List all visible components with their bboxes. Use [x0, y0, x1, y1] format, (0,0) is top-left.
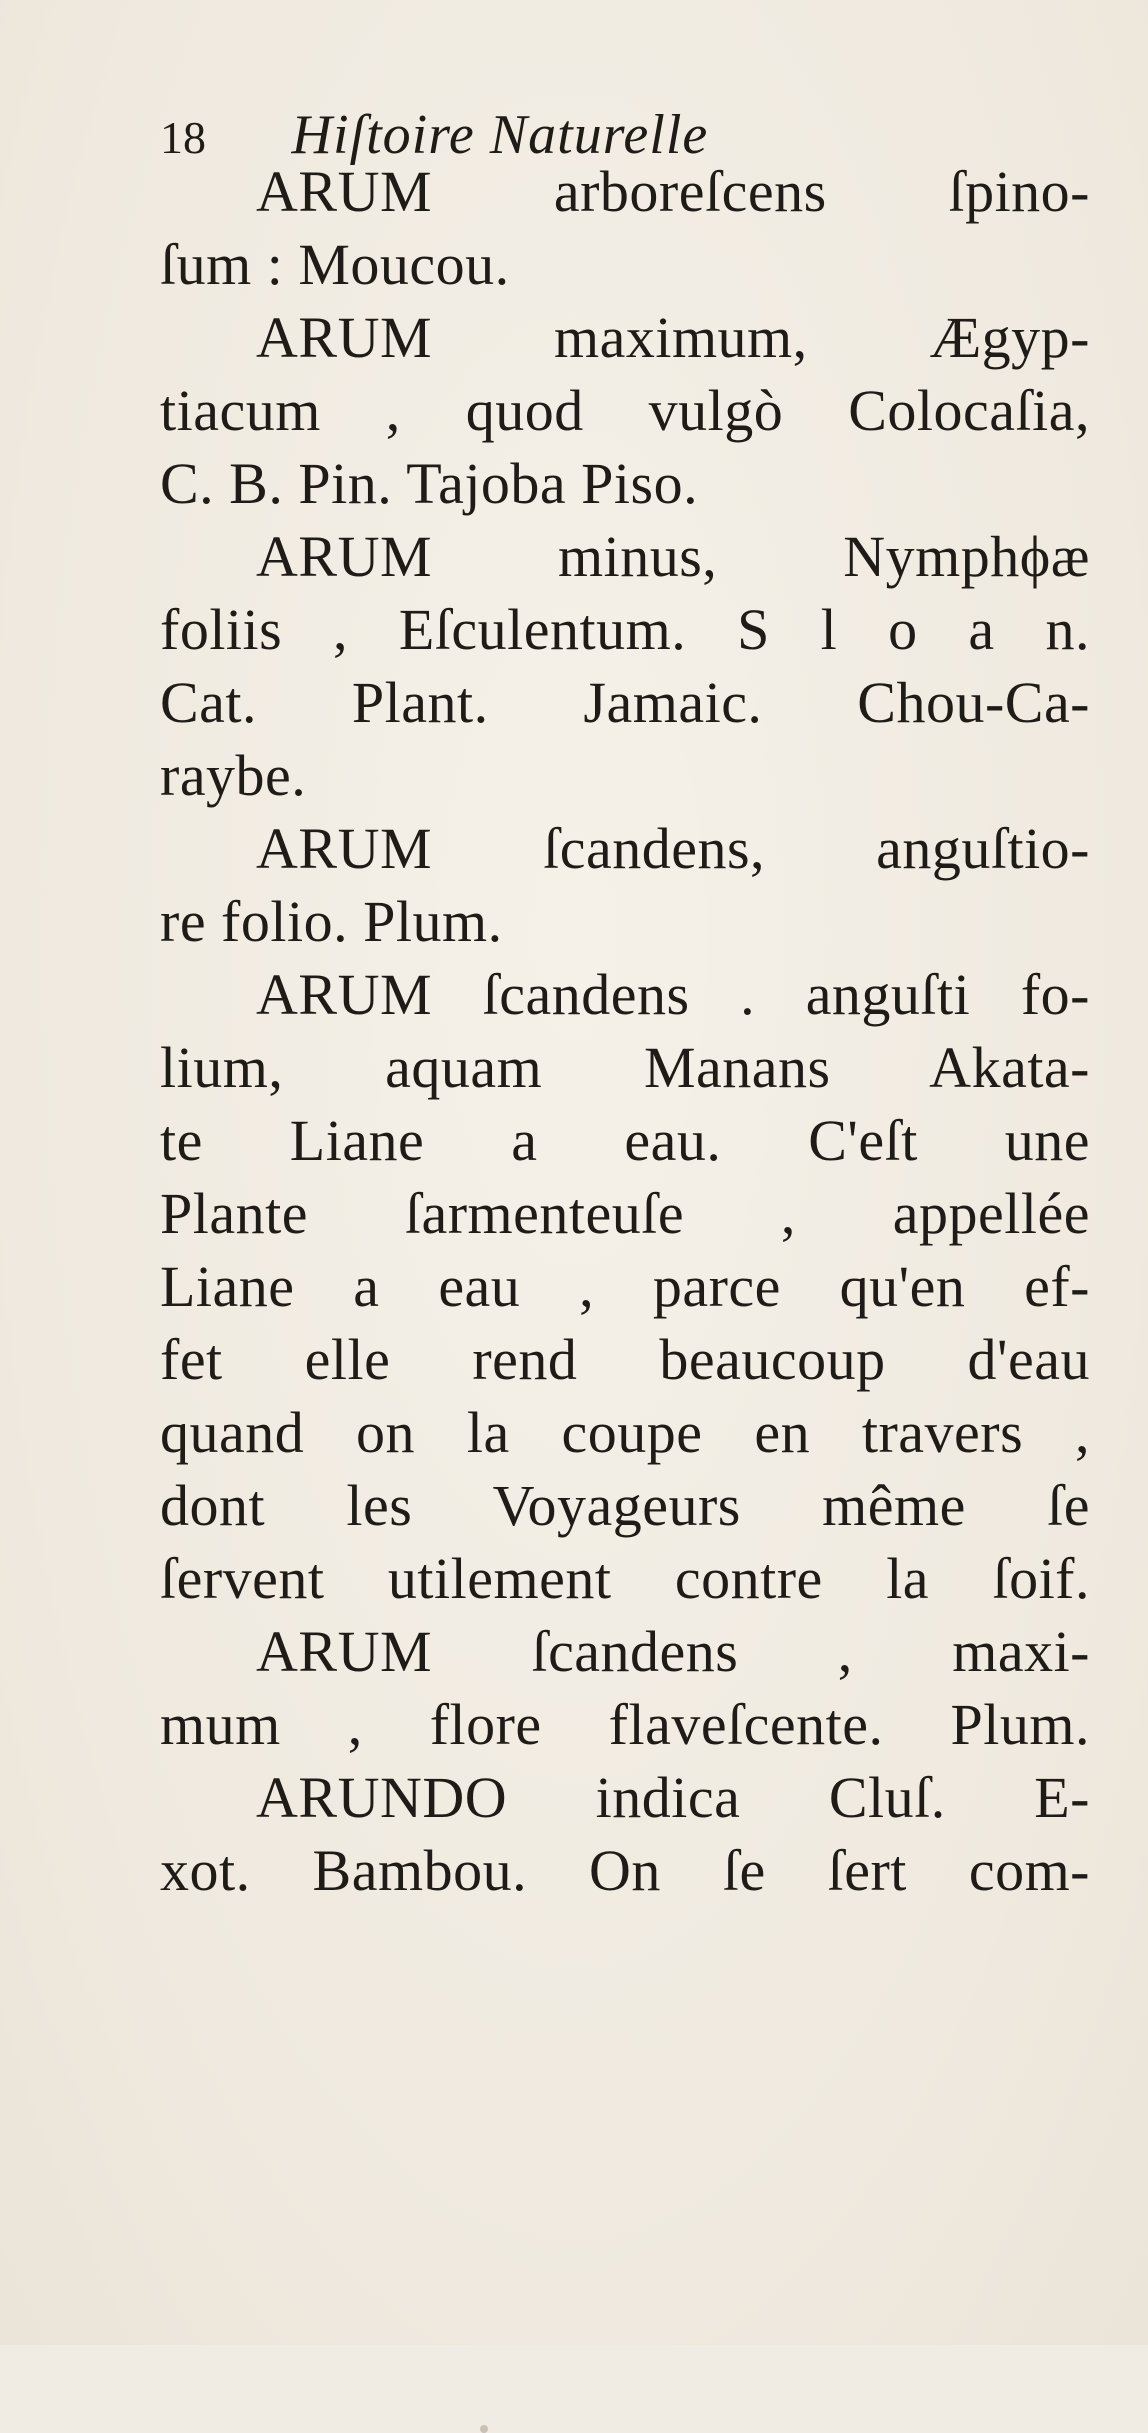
text-line: dont les Voyageurs même ſe [160, 1473, 1090, 1538]
text-line: ARUM ſcandens , maxi- [256, 1619, 1090, 1684]
text-line: tiacum , quod vulgò Colocaſia, [160, 378, 1090, 443]
text-line: foliis , Eſculentum. S l o a n. [160, 597, 1090, 662]
text-line: xot. Bambou. On ſe ſert com- [160, 1838, 1090, 1903]
text-line: ARUNDO indica Cluſ. E- [256, 1765, 1090, 1830]
running-title: Hiſtoire Naturelle [291, 104, 709, 166]
text-line: fet elle rend beaucoup d'eau [160, 1327, 1090, 1392]
text-line: te Liane a eau. C'eſt une [160, 1108, 1090, 1173]
text-line: C. B. Pin. Tajoba Piso. [160, 451, 699, 516]
text-line: mum , flore flaveſcente. Plum. [160, 1692, 1090, 1757]
text-line: lium, aquam Manans Akata- [160, 1035, 1090, 1100]
text-line: quand on la coupe en travers , [160, 1400, 1090, 1465]
text-line: ARUM ſcandens, anguſtio- [256, 816, 1090, 881]
text-line: raybe. [160, 743, 307, 808]
ink-smudge [480, 2425, 488, 2433]
text-line: Liane a eau , parce qu'en ef- [160, 1254, 1090, 1319]
text-line: Cat. Plant. Jamaic. Chou-Ca- [160, 670, 1090, 735]
body-text [160, 155, 1090, 1907]
text-line: ARUM maximum, Ægyp- [256, 305, 1090, 370]
text-line: ARUM arboreſcens ſpino- [256, 159, 1090, 224]
page-number: 18 [160, 112, 206, 163]
text-line: ARUM ſcandens . anguſti fo- [256, 962, 1090, 1027]
text-line: ſum : Moucou. [160, 232, 510, 297]
text-line: re folio. Plum. [160, 889, 503, 954]
text-line: ARUM minus, Nymphϕæ [256, 524, 1090, 589]
text-line: ſervent utilement contre la ſoif. [160, 1546, 1090, 1611]
text-line: Plante ſarmenteuſe , appellée [160, 1181, 1090, 1246]
